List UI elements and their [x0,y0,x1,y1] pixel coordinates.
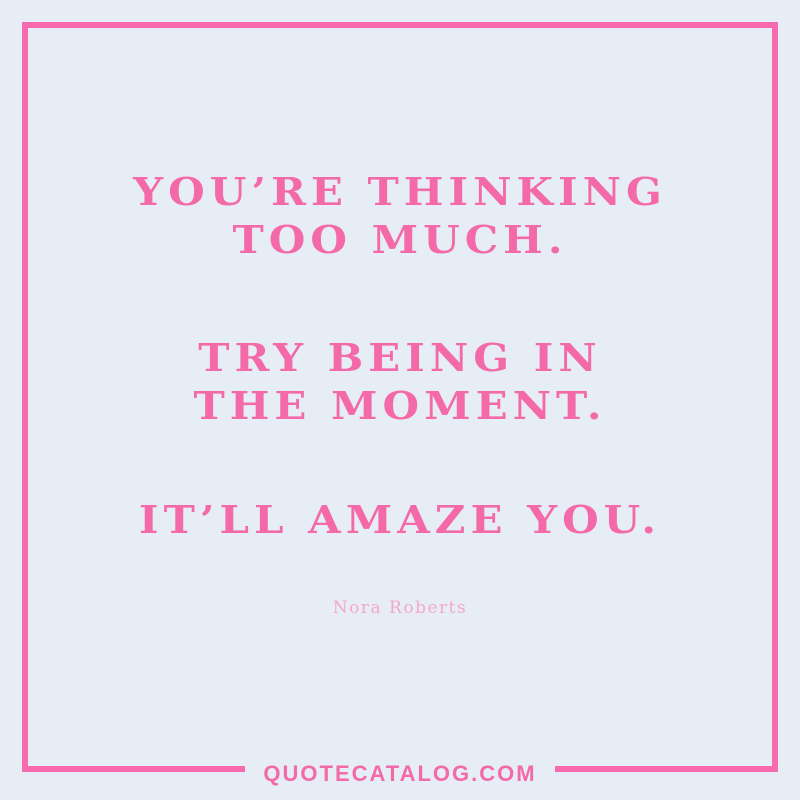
quote-line: TRY BEING IN [198,335,602,381]
quote-author: Nora Roberts [332,598,468,618]
quote-line: YOU’RE THINKING [133,169,667,215]
site-link[interactable]: QUOTECATALOG.COM [245,758,554,790]
quote-line: IT’LL AMAZE YOU. [138,497,662,543]
quote-stanza-3 [60,496,740,544]
quote-stanza-1 [60,168,740,264]
quote-stanza-2 [60,334,740,430]
quote-line: TOO MUCH. [232,216,568,262]
quote-line: THE MOMENT. [193,382,607,428]
